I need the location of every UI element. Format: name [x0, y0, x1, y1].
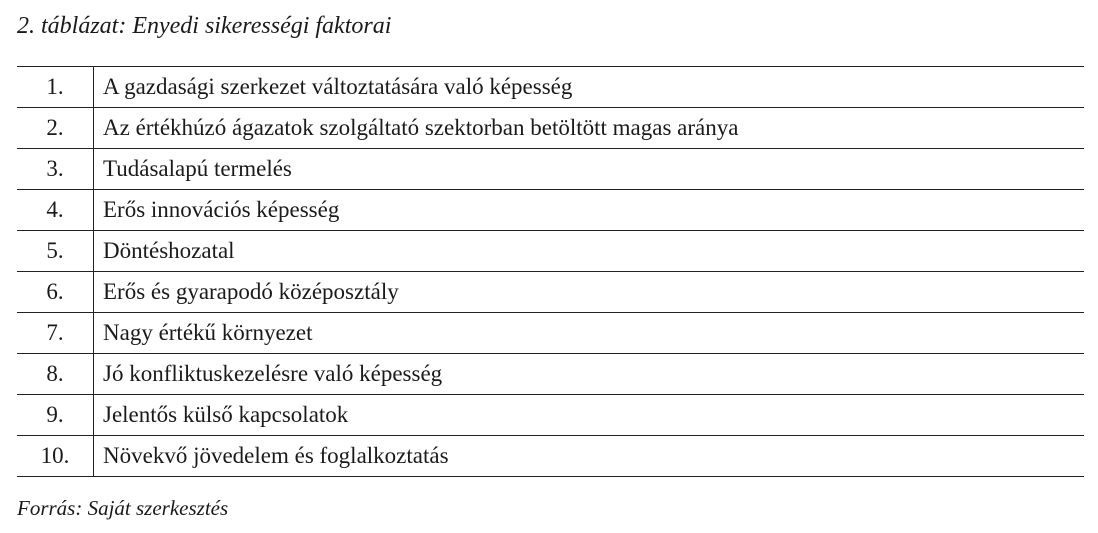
row-text: Tudásalapú termelés: [94, 149, 1085, 190]
row-number: 1.: [17, 67, 94, 108]
table-row: [17, 313, 1084, 354]
row-text: Erős innovációs képesség: [94, 190, 1085, 231]
row-text: Jelentős külső kapcsolatok: [94, 395, 1085, 436]
table-row: [17, 190, 1084, 231]
row-number: 2.: [17, 108, 94, 149]
row-text: Döntéshozatal: [94, 231, 1085, 272]
table-row: [17, 354, 1084, 395]
row-number: 7.: [17, 313, 94, 354]
success-factors-table: [17, 66, 1084, 477]
row-number: 4.: [17, 190, 94, 231]
table-row: [17, 231, 1084, 272]
table-row: [17, 436, 1084, 477]
row-number: 8.: [17, 354, 94, 395]
table-caption: 2. táblázat: Enyedi sikerességi faktorai: [17, 13, 392, 39]
table-row: [17, 67, 1084, 108]
row-text: Nagy értékű környezet: [94, 313, 1085, 354]
table-row: [17, 395, 1084, 436]
row-number: 9.: [17, 395, 94, 436]
table-row: [17, 272, 1084, 313]
table-row: [17, 149, 1084, 190]
source-note: Forrás: Saját szerkesztés: [17, 496, 229, 520]
row-text: Erős és gyarapodó középosztály: [94, 272, 1085, 313]
row-text: Növekvő jövedelem és foglalkoztatás: [94, 436, 1085, 477]
row-number: 6.: [17, 272, 94, 313]
table-row: [17, 108, 1084, 149]
row-text: A gazdasági szerkezet változtatására való képesség: [94, 67, 1085, 108]
row-text: Az értékhúzó ágazatok szolgáltató szektorban betöltött magas aránya: [94, 108, 1085, 149]
row-number: 5.: [17, 231, 94, 272]
row-number: 10.: [17, 436, 94, 477]
row-text: Jó konfliktuskezelésre való képesség: [94, 354, 1085, 395]
row-number: 3.: [17, 149, 94, 190]
